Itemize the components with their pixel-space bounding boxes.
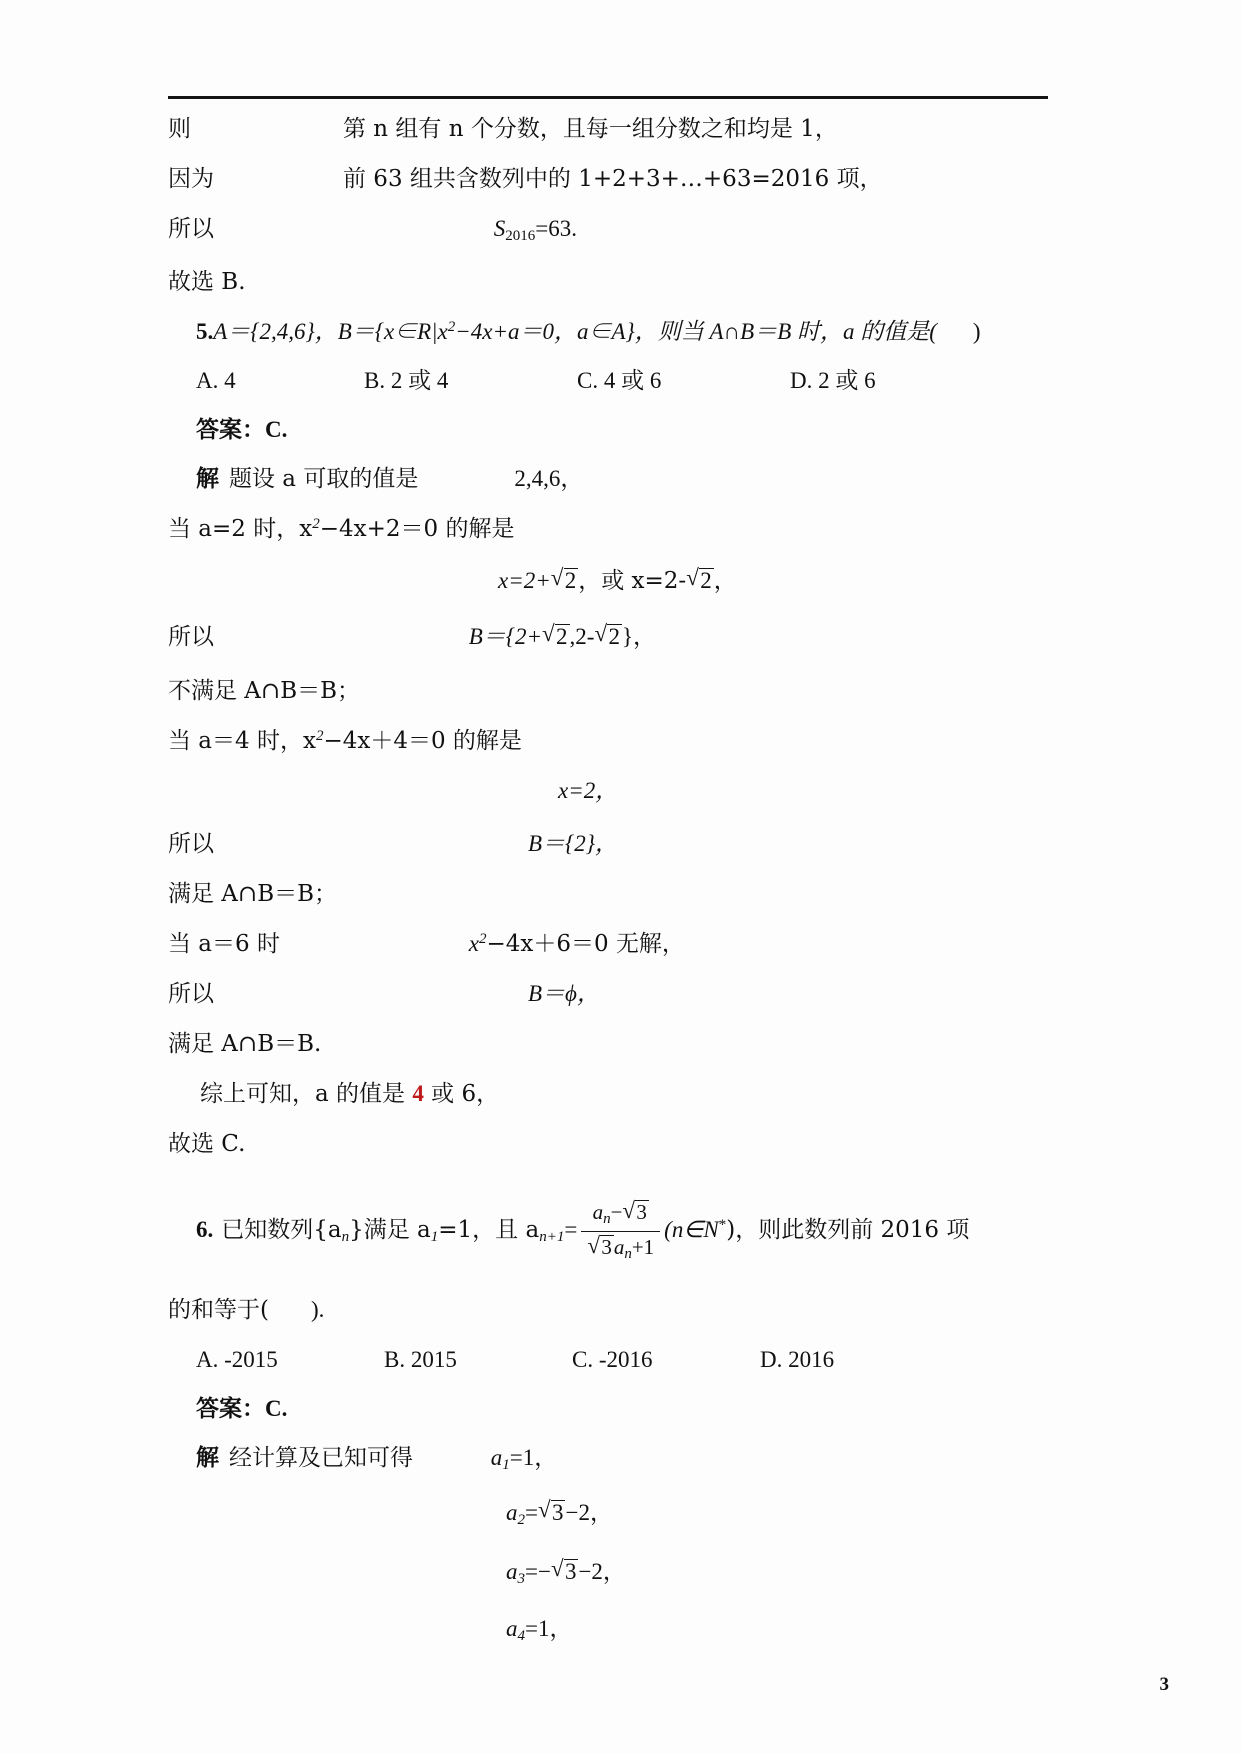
case-1-text-a: 当 a=2 时，x: [168, 516, 313, 542]
prev-line-2-label: 因为: [168, 166, 214, 192]
final-text-b: 或 6，: [423, 1081, 500, 1108]
term-4-value: =1，: [525, 1615, 573, 1641]
term-3-symbol: a: [506, 1558, 518, 1584]
case-2-so-label: 所以: [168, 831, 214, 858]
prev-choice: [168, 270, 1048, 294]
case-3-so-label: 所以: [168, 981, 214, 1008]
problem-5-options: [168, 369, 1048, 392]
problem-5-answer-label: 答案：: [196, 416, 265, 443]
problem-5-case-1: [168, 517, 1048, 541]
term-4-sub: 4: [517, 1627, 525, 1644]
frac-num-radicand: 3: [636, 1200, 647, 1225]
term-3-eq: =−: [525, 1558, 551, 1584]
problem-6-answer-label: 答案：: [196, 1394, 265, 1422]
final-choice-text: 故选 C.: [168, 1131, 246, 1158]
case-2-set: B＝{2}，: [528, 831, 618, 857]
problem-5-stem-b: −4x+a＝0，a∈A}，则当 A∩B＝B 时，a 的值是(: [455, 319, 937, 344]
case-1-eq-b: ，或 x=2-: [578, 568, 687, 594]
page-content: [168, 96, 1048, 1670]
sum-symbol: S: [493, 216, 506, 241]
case-3-set: B＝ϕ，: [528, 981, 600, 1007]
case-2-conclusion-text: 满足 A∩B＝B；: [168, 881, 337, 908]
problem-5-stem-a: A＝{2,4,6}，B＝{x∈R|x: [213, 319, 448, 344]
problem-6-stem-h: ).: [310, 1296, 325, 1322]
problem-5-stem: [168, 320, 1048, 343]
problem-5-solution-values: 2,4,6，: [514, 466, 584, 491]
term-3-radicand: 3: [564, 1558, 577, 1584]
frac-den-radicand: 3: [601, 1234, 612, 1259]
case-1-eq-a: x=2+: [498, 568, 551, 593]
problem-5-final-choice: [168, 1132, 1048, 1156]
fraction-denominator: [581, 1232, 660, 1263]
problem-5-stem-sup: 2: [447, 319, 456, 335]
term-1-symbol: a: [490, 1444, 503, 1470]
problem-5-case-1-conclusion: [168, 679, 1048, 703]
sqrt-2-icon: [551, 567, 579, 593]
problem-5-solution-intro-text: 题设 a 可取的值是: [229, 466, 419, 492]
case-3-sup: 2: [478, 931, 487, 948]
prev-line-2-text: 前 63 组共含数列中的 1+2+3+…+63=2016 项，: [343, 166, 883, 192]
prev-line-1-text: 第 n 组有 n 个分数，且每一组分数之和均是 1，: [343, 116, 838, 142]
problem-5-option-a[interactable]: A. 4: [196, 368, 236, 393]
problem-6-stem-f: )，则此数列前 2016 项: [726, 1217, 970, 1244]
sqrt-3-icon-2: [587, 1234, 614, 1259]
case-1-set-radicand-2: 2: [608, 624, 620, 650]
frac-num-b: −: [610, 1200, 623, 1225]
prev-line-2: [168, 167, 1048, 191]
prev-line-1-label: 则: [168, 116, 191, 142]
problem-6-stem-g: 的和等于(: [168, 1296, 269, 1323]
problem-6-stem-cont: [168, 1298, 1048, 1322]
problem-6-number: 6.: [196, 1217, 214, 1243]
term-2-eq: =: [525, 1499, 538, 1525]
case-1-text-b: −4x+2＝0 的解是: [319, 516, 515, 542]
case-2-text-a: 当 a＝4 时，x: [168, 728, 316, 755]
fraction-numerator: [581, 1199, 660, 1231]
problem-5-case-3-set: [168, 982, 1048, 1006]
problem-6-term-2: [168, 1499, 1048, 1528]
case-3-conclusion-text: 满足 A∩B＝B.: [168, 1031, 322, 1058]
case-3-text: 当 a＝6 时: [168, 931, 280, 958]
frac-den-a: a: [613, 1234, 625, 1259]
frac-num-a: a: [592, 1200, 604, 1225]
sqrt-2-icon-4: [594, 623, 622, 649]
problem-6-options: [168, 1348, 1048, 1371]
final-highlight-value: 4: [412, 1081, 424, 1107]
problem-6-answer: [168, 1394, 1048, 1422]
term-2-sub: 2: [517, 1511, 525, 1528]
problem-5-case-2-set: [168, 832, 1048, 856]
problem-6-option-d[interactable]: D. 2016: [760, 1346, 835, 1372]
problem-6-stem-d: =: [564, 1217, 578, 1243]
case-2-eq: x=2，: [558, 778, 619, 804]
case-3-eq-b: −4x＋6＝0 无解，: [486, 931, 685, 958]
sum-subscript: 2016: [505, 228, 536, 244]
sqrt-2-icon-2: [686, 567, 714, 593]
problem-5-case-2-conclusion: [168, 882, 1048, 906]
case-1-so-label: 所以: [168, 624, 214, 651]
final-text-a: 综上可知，a 的值是: [200, 1081, 413, 1108]
frac-den-sub: n: [624, 1245, 632, 1262]
sum-value: =63.: [535, 216, 577, 241]
problem-5-case-2-root: [168, 779, 1048, 802]
problem-5-answer-value: C.: [265, 417, 288, 442]
problem-5-case-1-set: [168, 623, 1048, 649]
problem-6-stem-a-sub: n: [341, 1229, 350, 1246]
sqrt-2-icon-3: [542, 623, 570, 649]
case-1-radicand-2: 2: [700, 568, 712, 593]
problem-6-stem: [168, 1200, 1048, 1264]
case-1-set-b: ,2-: [569, 624, 595, 650]
case-3-eq-a: x: [468, 931, 479, 957]
case-1-eq-c: ，: [713, 568, 737, 593]
problem-5-stem-c: ): [972, 319, 981, 344]
problem-6-stem-c: =1，且 a: [438, 1217, 540, 1244]
problem-6-term-3: [168, 1558, 1048, 1587]
case-1-sup: 2: [312, 516, 320, 532]
problem-6-stem-e: (n∈N: [664, 1217, 719, 1243]
problem-5-case-3: [168, 932, 1048, 956]
frac-den-b: +1: [631, 1234, 655, 1259]
prev-choice-text: 故选 B.: [168, 269, 246, 295]
problem-6-solution-label: 解: [196, 1443, 219, 1471]
problem-6-answer-value: C.: [265, 1395, 288, 1421]
term-2-radicand: 3: [551, 1499, 564, 1525]
problem-5-option-c[interactable]: C. 4 或 6: [577, 368, 662, 393]
problem-6-stem-e-sup: *: [718, 1217, 727, 1234]
sqrt-3-icon-3: [538, 1499, 566, 1525]
case-1-radicand: 2: [564, 568, 577, 593]
problem-6-stem-b-sub: 1: [430, 1229, 439, 1246]
term-1-sub: 1: [502, 1456, 510, 1473]
problem-6-solution-intro-text: 经计算及已知可得: [229, 1444, 413, 1471]
problem-5-case-2: [168, 729, 1048, 753]
sqrt-3-icon: [622, 1199, 649, 1224]
recurrence-fraction: [581, 1199, 660, 1263]
case-2-sup: 2: [315, 728, 324, 745]
problem-5-final: [168, 1082, 1048, 1106]
term-1-value: =1，: [509, 1444, 558, 1470]
problem-5-number: 5.: [196, 319, 214, 344]
case-1-set-radicand: 2: [556, 624, 568, 650]
prev-line-1: [168, 117, 1048, 141]
term-2-tail: −2，: [565, 1499, 613, 1525]
problem-5-option-b[interactable]: B. 2 或 4: [364, 368, 449, 393]
problem-6-solution-intro: [168, 1443, 1048, 1473]
case-2-text-b: −4x＋4＝0 的解是: [323, 728, 522, 755]
problem-6-option-a[interactable]: A. -2015: [196, 1346, 278, 1372]
frac-num-sub: n: [603, 1211, 611, 1228]
problem-5-case-1-roots: [168, 567, 1048, 593]
term-3-sub: 3: [517, 1570, 525, 1587]
term-2-symbol: a: [506, 1499, 518, 1525]
case-1-conclusion-text: 不满足 A∩B＝B；: [168, 678, 360, 705]
problem-6-stem-b: }满足 a: [349, 1217, 431, 1244]
case-1-set-c: }，: [621, 624, 656, 650]
sqrt-3-icon-4: [551, 1558, 579, 1584]
case-1-set-a: B＝{2+: [468, 624, 543, 650]
problem-6-option-c[interactable]: C. -2016: [572, 1346, 653, 1372]
problem-5-solution-label: 解: [196, 465, 219, 492]
prev-line-3: [168, 217, 1048, 244]
term-3-tail: −2，: [578, 1558, 626, 1584]
problem-5-answer: [168, 418, 1048, 441]
page-number: 3: [1159, 1674, 1169, 1695]
problem-6-term-4: [168, 1617, 1048, 1644]
header-rule: [168, 96, 1048, 99]
problem-5-case-3-conclusion: [168, 1032, 1048, 1056]
term-4-symbol: a: [506, 1615, 518, 1641]
problem-5-option-d[interactable]: D. 2 或 6: [790, 368, 876, 393]
problem-6-stem-a: 已知数列{a: [221, 1217, 342, 1244]
problem-5-solution-intro: [168, 467, 1048, 491]
problem-6-option-b[interactable]: B. 2015: [384, 1346, 457, 1372]
problem-6-stem-c-sub: n+1: [539, 1229, 565, 1246]
prev-line-3-label: 所以: [168, 216, 214, 242]
